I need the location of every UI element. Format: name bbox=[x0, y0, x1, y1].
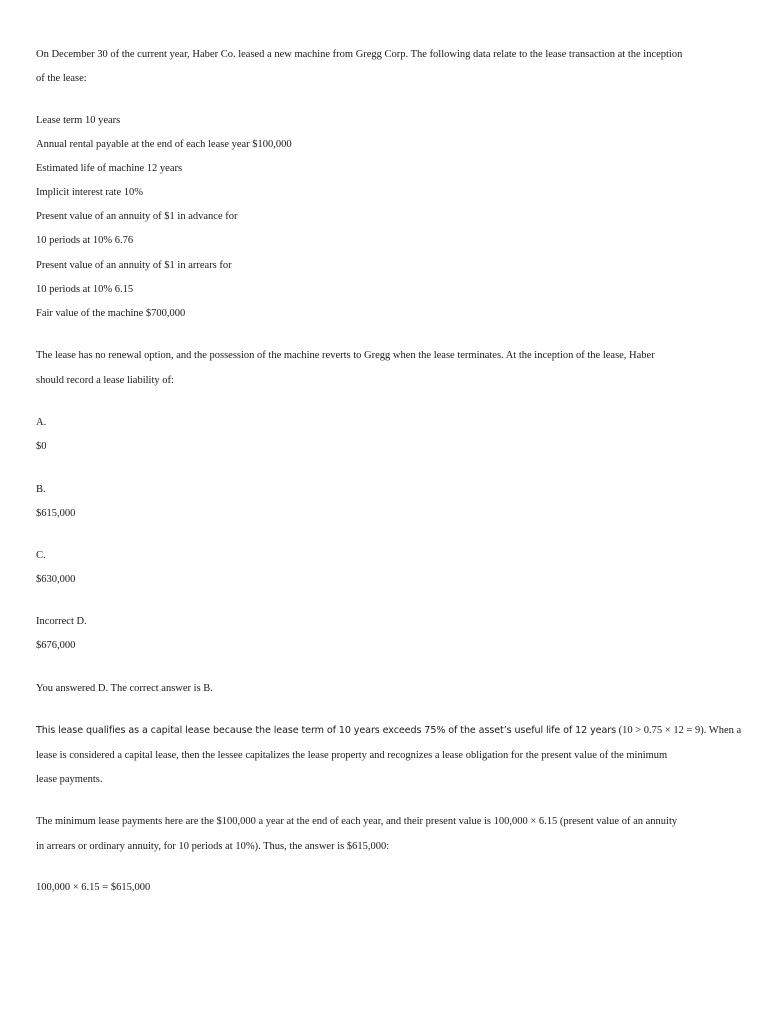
option-b-value: $615,000 bbox=[36, 508, 76, 519]
data-item-annual-rental: Annual rental payable at the end of each lease year $100,000 bbox=[36, 139, 292, 150]
data-item-fair-value: Fair value of the machine $700,000 bbox=[36, 308, 186, 319]
option-d-label: Incorrect D. bbox=[36, 616, 87, 627]
data-item-pv-arrears-label: Present value of an annuity of $1 in arrears for bbox=[36, 260, 232, 271]
explanation-calculation-text: (10 > 0.75 × 12 = 9). When a bbox=[615, 725, 742, 736]
explanation-p2-line-2: in arrears or ordinary annuity, for 10 periods at 10%). Thus, the answer is $615,000: bbox=[36, 841, 390, 852]
intro-line-2: of the lease: bbox=[36, 73, 87, 84]
explanation-line-3: lease payments. bbox=[36, 774, 103, 785]
explanation-line-1 bbox=[36, 724, 741, 738]
answer-result: You answered D. The correct answer is B. bbox=[36, 683, 213, 694]
data-item-pv-arrears-value: 10 periods at 10% 6.15 bbox=[36, 284, 134, 295]
explanation-handwritten-text: This lease qualifies as a capital lease because the lease term of 10 years exceeds 75% of the asset’s useful life of 12 years bbox=[36, 725, 616, 736]
explanation-p2-line-1: The minimum lease payments here are the $100,000 a year at the end of each year, and their present value is 100,000 × 6.15 (present value of an annuity bbox=[36, 816, 678, 827]
data-item-estimated-life: Estimated life of machine 12 years bbox=[36, 163, 183, 174]
option-a-value: $0 bbox=[36, 441, 47, 452]
data-item-interest-rate: Implicit interest rate 10% bbox=[36, 187, 144, 198]
option-c-label: C. bbox=[36, 550, 46, 561]
option-c-value: $630,000 bbox=[36, 574, 76, 585]
data-item-pv-advance-label: Present value of an annuity of $1 in advance for bbox=[36, 211, 238, 222]
option-d-value: $676,000 bbox=[36, 640, 76, 651]
question-line-2: should record a lease liability of: bbox=[36, 375, 174, 386]
final-calculation: 100,000 × 6.15 = $615,000 bbox=[36, 882, 151, 893]
option-a-label: A. bbox=[36, 417, 47, 428]
data-item-pv-advance-value: 10 periods at 10% 6.76 bbox=[36, 235, 134, 246]
data-item-lease-term: Lease term 10 years bbox=[36, 115, 121, 126]
intro-line-1: On December 30 of the current year, Haber Co. leased a new machine from Gregg Corp. The following data relate to the lease transaction at the inception bbox=[36, 49, 683, 60]
explanation-line-2: lease is considered a capital lease, then the lessee capitalizes the lease property and recognizes a lease obligation for the present value of the minimum bbox=[36, 750, 668, 761]
option-b-label: B. bbox=[36, 484, 46, 495]
question-line-1: The lease has no renewal option, and the possession of the machine reverts to Gregg when the lease terminates. At the inception of the lease, Haber bbox=[36, 350, 655, 361]
